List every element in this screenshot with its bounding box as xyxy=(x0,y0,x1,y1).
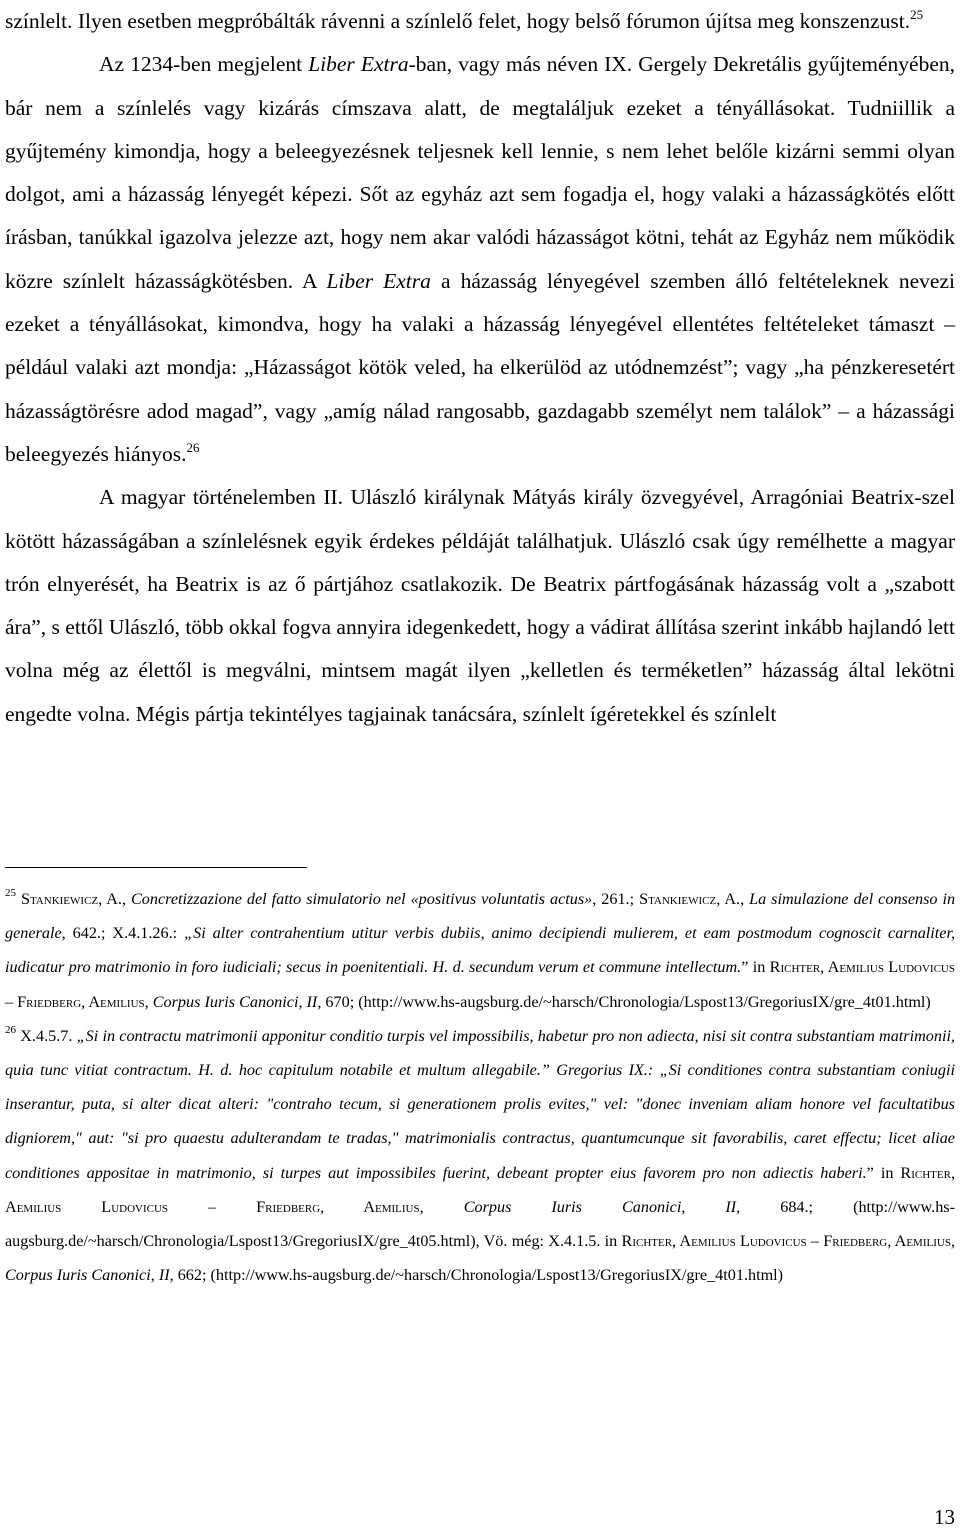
page xyxy=(5,0,955,736)
footnote-ref-25[interactable]: 25 xyxy=(910,7,924,22)
page-number: 13 xyxy=(934,1505,955,1529)
fn26-quote: „Si in contractu matrimonii apponitur conditio turpis vel impossibilis, habetur pro non adiecta, nisi sit contra substantiam matrimonii, quia tunc vitiat contractum. H. d. hoc capitulum notabile et multum allegabile.” Gregorius IX.: „Si conditiones contra substantiam coniugii inserantur, puta, si alter dicat alteri: "contraho tecum, si generationem prolis evites," vel: "donec inveniam aliam honore vel facultatibus digniorem," aut: "si pro quaestu adulterandam te tradas," matrimonialis contractus, quantumcunque sit favorabilis, caret effectu; licet aliae conditiones appositae in matrimonio, si turpes aut impossibiles fuerint, debeant propter eius favorem pro non adiectis haberi. xyxy=(5,1026,956,1182)
p2-italic-1: Liber Extra xyxy=(308,52,409,77)
fn25-title-1: Concretizzazione del fatto simulatorio nel «positivus voluntatis actus» xyxy=(131,890,593,908)
footnote-25 xyxy=(5,882,955,1019)
fn25-editors: Richter, Aemilius Ludovicus – Friedberg, Aemilius xyxy=(5,958,955,1011)
fn26-editors-2: Richter, Aemilius Ludovicus – Friedberg, Aemilius xyxy=(621,1232,951,1251)
fn25-in: ” in xyxy=(741,958,770,977)
footnotes xyxy=(5,882,955,1292)
paragraph-3-text: A magyar történelemben II. Ulászló királynak Mátyás király özvegyével, Arragóniai Beatrix-szel kötött házasságában a színlelésnek egyik érdekes példáját találhatjuk. Ulászló csak úgy remélhette a magyar trón elnyerését, ha Beatrix is az ő pártjához csatlakozik. De Beatrix pártfogásának házasság volt a „szabott ára”, s ettől Ulászló, több okkal fogva annyira idegenkedett, hogy a vádirat állítása szerint inkább hajlandó lett volna még az élettől is megválni, mintsem magát ilyen „kelletlen és terméketlen” házasság által lekötni engedte volna. Mégis pártja tekintélyes tagjainak tanácsára, színlelt ígéretekkel és színlelt xyxy=(5,485,955,726)
p2-italic-2: Liber Extra xyxy=(326,268,431,293)
footnote-divider xyxy=(5,867,307,868)
paragraph-1-text: színlelt. Ilyen esetben megpróbálták rávenni a színlelő felet, hogy belső fórumon újítsa meg konszenzust. xyxy=(5,9,911,33)
fn25-ref: , 642.; X.4.1.26.: xyxy=(61,924,185,943)
fn25-sep-3: , xyxy=(144,992,153,1011)
fn26-editors-1: Richter, Aemilius Ludovicus – Friedberg, Aemilius xyxy=(5,1163,955,1216)
paragraph-3 xyxy=(5,476,955,736)
paragraph-2 xyxy=(5,43,955,476)
p2-text-1: Az 1234-ben megjelent xyxy=(99,52,309,77)
fn26-url-1[interactable]: , 684.; (http://www.hs-augsburg.de/~harsch/Chronologia/Lspost13/GregoriusIX/gre_4t05.html), Vö. még: X.4.1.5. in xyxy=(5,1197,955,1251)
fn25-sep-2: , xyxy=(740,890,750,908)
fn26-ref: X.4.5.7. xyxy=(20,1026,77,1045)
fn25-title-2: La simulazione del consenso in generale xyxy=(5,890,956,943)
paragraph-1 xyxy=(5,0,955,43)
fn26-sep-4: , xyxy=(150,1266,159,1285)
fn26-volume-2: II xyxy=(158,1266,170,1285)
fn26-url-2[interactable]: , 662; (http://www.hs-augsburg.de/~harsch/Chronologia/Lspost13/GregoriusIX/gre_4t01.html) xyxy=(169,1266,784,1285)
fn26-in-1: ” in xyxy=(866,1163,901,1182)
fn25-author-2: Stankiewicz, A. xyxy=(639,890,741,908)
fn25-volume: II xyxy=(306,992,318,1011)
fn25-corpus: Corpus Iuris Canonici xyxy=(152,992,299,1011)
fn25-pages-1: , 261.; xyxy=(592,890,640,908)
footnote-26-number: 26 xyxy=(5,1023,16,1036)
fn26-corpus-2: Corpus Iuris Canonici xyxy=(5,1266,151,1285)
fn26-sep-1: , xyxy=(419,1197,464,1216)
footnote-25-number: 25 xyxy=(5,887,16,899)
footnote-26 xyxy=(5,1019,955,1293)
fn26-corpus-1: Corpus Iuris Canonici xyxy=(463,1197,682,1216)
fn25-sep-4: , xyxy=(298,992,307,1011)
fn26-sep-2: , xyxy=(681,1197,726,1216)
p2-text-3: a házasság lényegével szemben álló feltételeknek nevezi ezeket a tényállásokat, kimondva, hogy ha valaki a házasság lényegével ellentétes feltételeket támaszt – például valaki azt mondja: „Házasságot kötök veled, ha elkerülöd az utódnemzést”; vagy „ha pénzkeresetért házasságtörésre adod magad”, vagy „amíg nálad rangosabb, gazdagabb személyt nem találok” – a házassági beleegyezés hiányos. xyxy=(5,268,955,466)
fn25-sep-1: , xyxy=(121,890,131,908)
fn25-quote: „Si alter contrahentium utitur verbis dubiis, animo decipiendi mulierem, et eam postmodum cognoscit carnaliter, iudicatur pro matrimonio in foro iudiciali; secus in poenitentiali. H. d. secundum verum et commune intellectum. xyxy=(5,924,956,977)
fn26-sep-3: , xyxy=(950,1232,955,1251)
p2-text-2: -ban, vagy más néven IX. Gergely Dekretális gyűjteményében, bár nem a színlelés vagy kizárás címszava alatt, de megtaláljuk ezeket a tényállásokat. Tudniillik a gyűjtemény kimondja, hogy a beleegyezésnek teljesnek kell lennie, s nem lehet belőle kizárni semmi olyan dolgot, ami a házasság lényegét képezi. Sőt az egyház azt sem fogadja el, hogy valaki a házasságkötés előtt írásban, tanúkkal igazolva jelezze azt, hogy nem akar valódi házasságot kötni, tehát az Egyház nem működik közre színlelt házasságkötésben. A xyxy=(5,52,955,293)
body-text xyxy=(5,0,955,736)
fn25-author-1: Stankiewicz, A. xyxy=(20,890,122,908)
fn26-volume-1: II xyxy=(725,1197,737,1216)
fn25-url[interactable]: , 670; (http://www.hs-augsburg.de/~harsch/Chronologia/Lspost13/GregoriusIX/gre_4t01.html) xyxy=(317,992,931,1011)
footnote-ref-26[interactable]: 26 xyxy=(186,439,200,455)
